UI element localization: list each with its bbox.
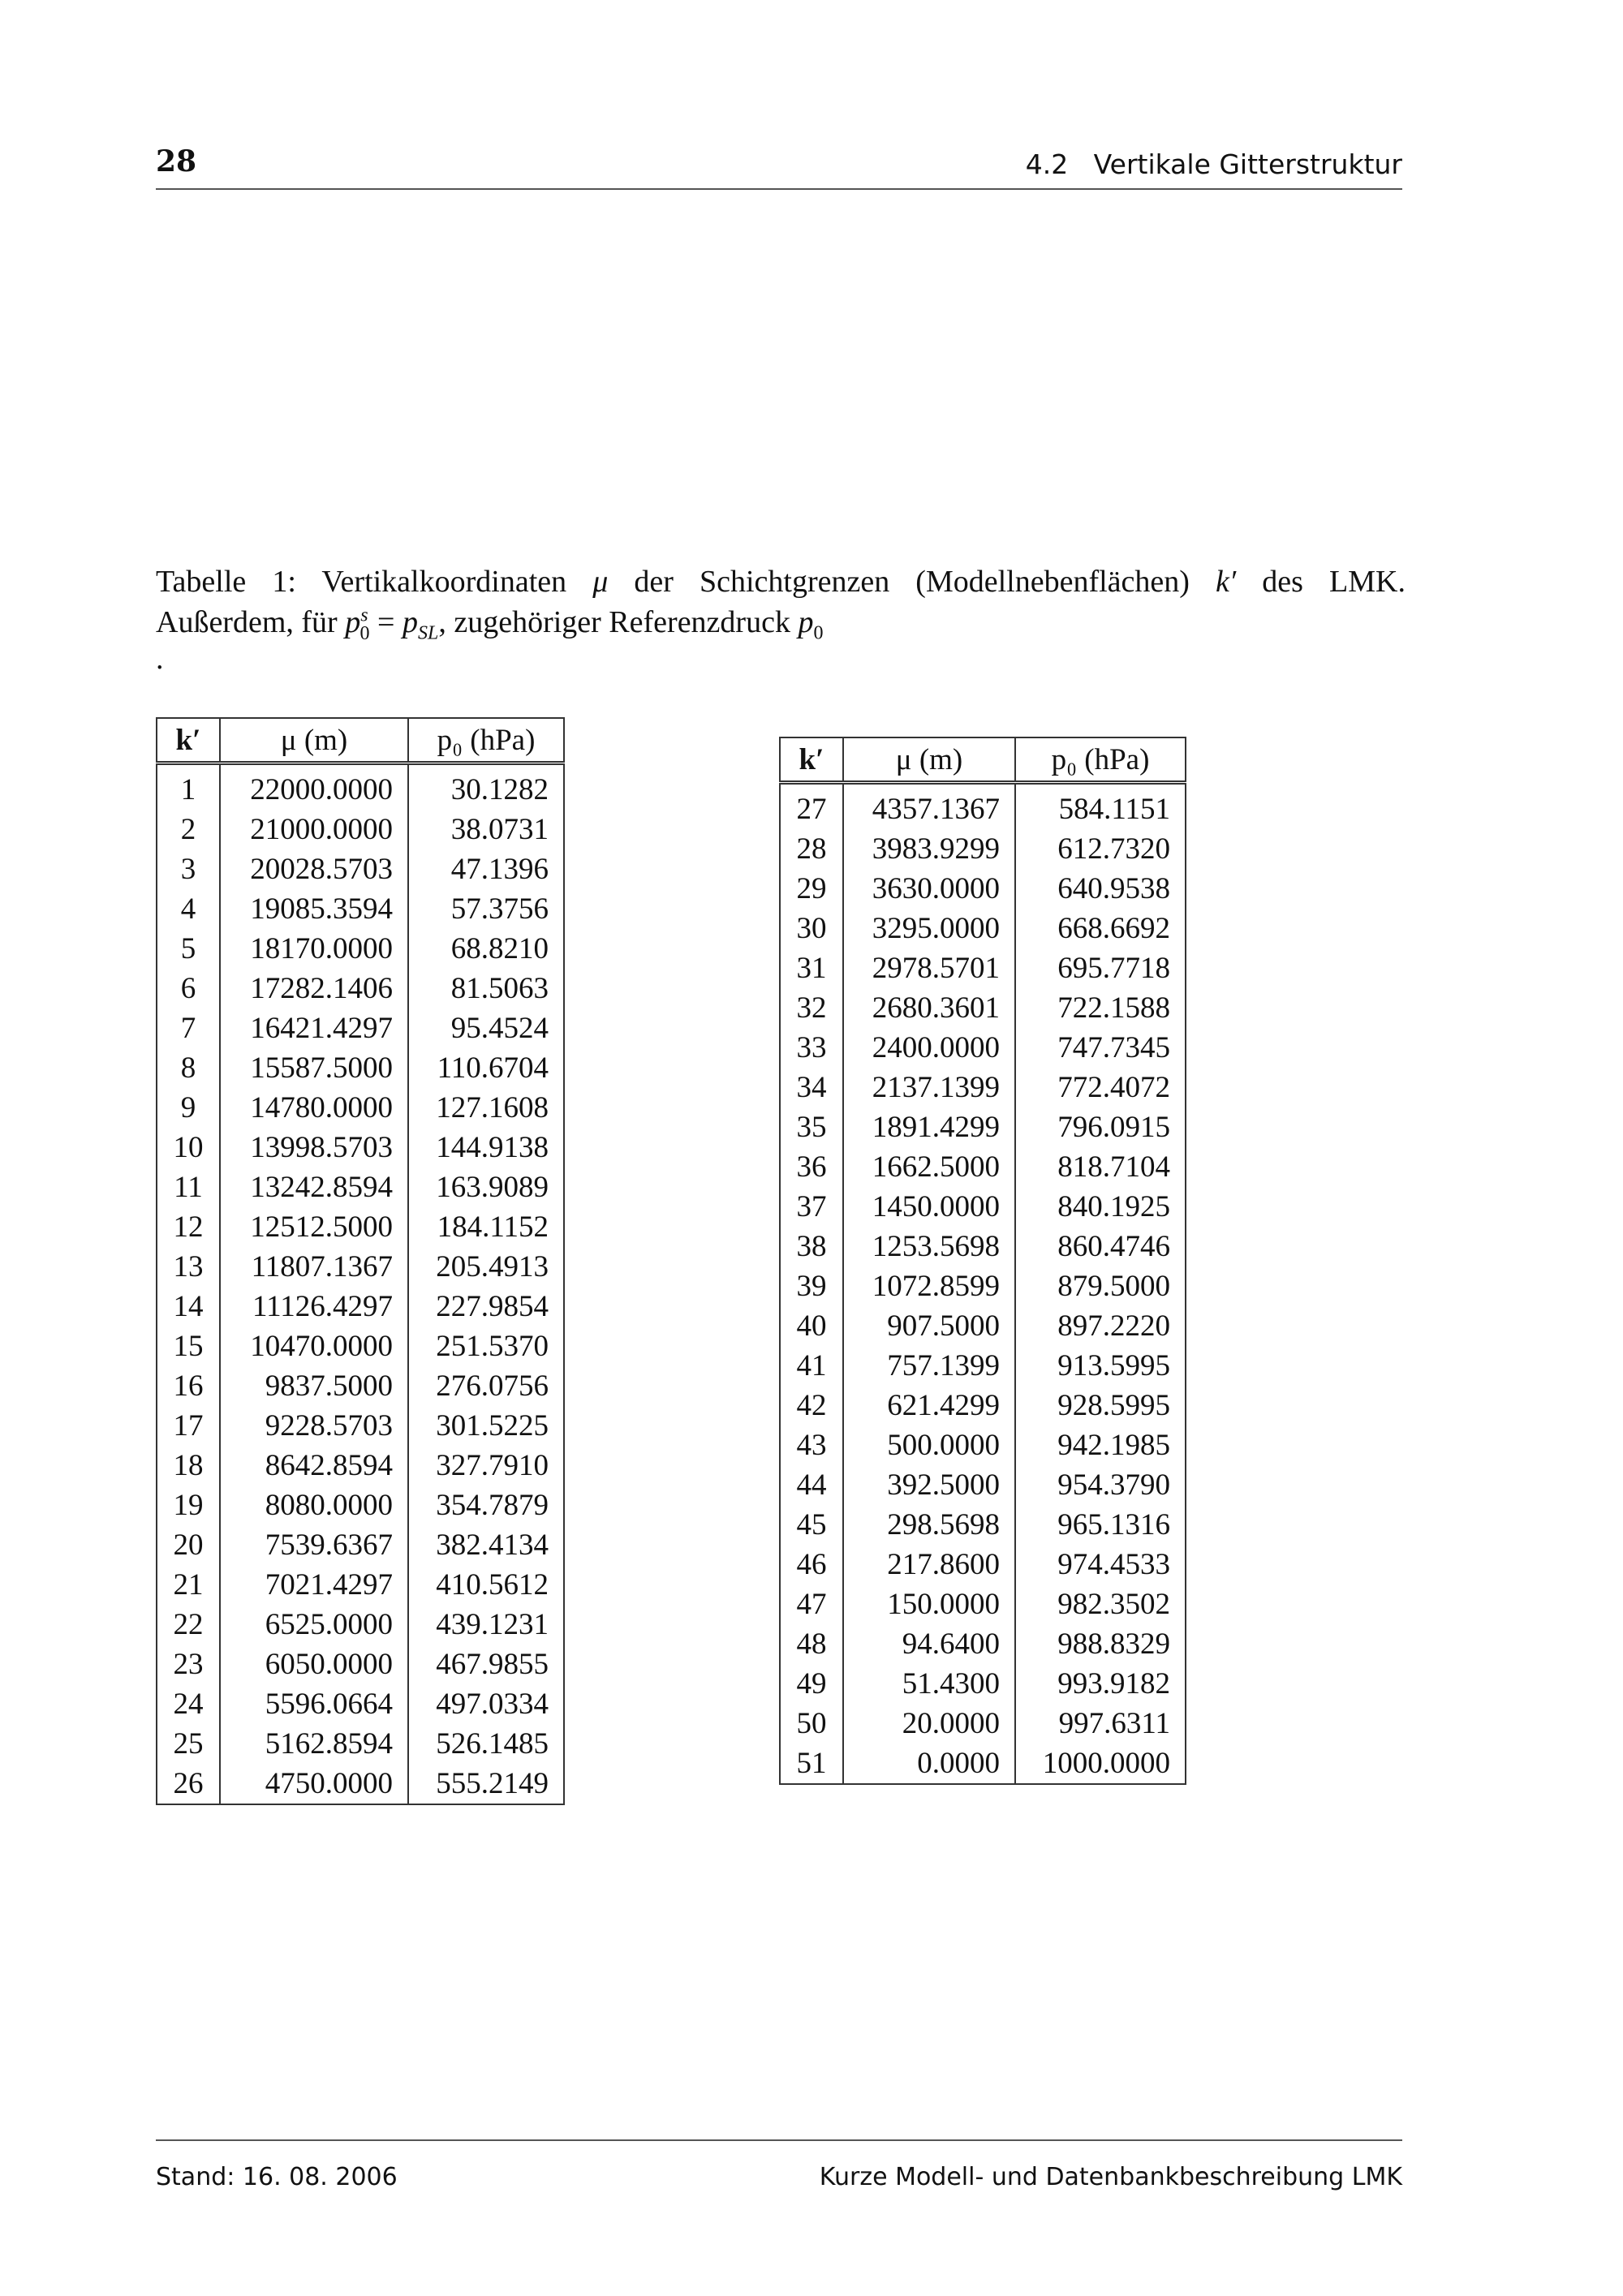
p0-value: 354.7879 [408, 1486, 564, 1525]
p0-value: 612.7320 [1015, 829, 1186, 869]
p0-value: 965.1316 [1015, 1505, 1186, 1545]
mu-value: 2680.3601 [843, 988, 1015, 1028]
p0-value: 982.3502 [1015, 1584, 1186, 1624]
p0-value: 928.5995 [1015, 1386, 1186, 1425]
mu-value: 21000.0000 [220, 810, 408, 849]
p0-value: 942.1985 [1015, 1425, 1186, 1465]
table-row [157, 1207, 564, 1247]
mu-value: 907.5000 [843, 1306, 1015, 1346]
p0-value: 993.9182 [1015, 1664, 1186, 1704]
mu-value: 3630.0000 [843, 869, 1015, 909]
p0-value: 439.1231 [408, 1605, 564, 1645]
level-k: 36 [780, 1147, 843, 1187]
table-row [780, 1545, 1186, 1584]
level-k: 37 [780, 1187, 843, 1227]
mu-value: 51.4300 [843, 1664, 1015, 1704]
level-k: 41 [780, 1346, 843, 1386]
p0-value: 30.1282 [408, 763, 564, 810]
p0-value: 860.4746 [1015, 1227, 1186, 1266]
p0-value: 227.9854 [408, 1287, 564, 1326]
table-row [780, 1584, 1186, 1624]
level-k: 12 [157, 1207, 220, 1247]
mu-value: 5162.8594 [220, 1724, 408, 1764]
table-row [780, 1704, 1186, 1743]
coordinates-table-right [779, 737, 1186, 1785]
table-row [157, 1724, 564, 1764]
mu-value: 11807.1367 [220, 1247, 408, 1287]
level-k: 9 [157, 1088, 220, 1128]
table-row [157, 1366, 564, 1406]
level-k: 46 [780, 1545, 843, 1584]
table-row [157, 1247, 564, 1287]
p0-value: 47.1396 [408, 849, 564, 889]
table-row [157, 1128, 564, 1167]
mu-value: 2400.0000 [843, 1028, 1015, 1068]
table-row [157, 1048, 564, 1088]
table-row [780, 1346, 1186, 1386]
coordinates-table-left [156, 717, 565, 1805]
footer-date: Stand: 16. 08. 2006 [156, 2163, 398, 2191]
level-k: 3 [157, 849, 220, 889]
p0-value: 81.5063 [408, 969, 564, 1008]
mu-value: 7539.6367 [220, 1525, 408, 1565]
mu-value: 217.8600 [843, 1545, 1015, 1584]
level-k: 25 [157, 1724, 220, 1764]
mu-value: 2137.1399 [843, 1068, 1015, 1107]
table-row [157, 810, 564, 849]
level-k: 1 [157, 763, 220, 810]
level-k: 15 [157, 1326, 220, 1366]
table-row [780, 988, 1186, 1028]
level-k: 33 [780, 1028, 843, 1068]
table-row [157, 929, 564, 969]
caption-dot: . [156, 642, 164, 676]
p0-value: 913.5995 [1015, 1346, 1186, 1386]
p0-value: 772.4072 [1015, 1068, 1186, 1107]
table-row [780, 1624, 1186, 1664]
level-k: 14 [157, 1287, 220, 1326]
level-k: 22 [157, 1605, 220, 1645]
mu-value: 15587.5000 [220, 1048, 408, 1088]
table-row [780, 1386, 1186, 1425]
table-row [157, 1764, 564, 1804]
mu-value: 3983.9299 [843, 829, 1015, 869]
mu-value: 19085.3594 [220, 889, 408, 929]
table-row [157, 1326, 564, 1366]
level-k: 27 [780, 783, 843, 830]
table-row [157, 1525, 564, 1565]
mu-value: 9228.5703 [220, 1406, 408, 1446]
table-row [780, 829, 1186, 869]
level-k: 51 [780, 1743, 843, 1784]
p0-value: 997.6311 [1015, 1704, 1186, 1743]
mu-value: 3295.0000 [843, 909, 1015, 948]
table-row [157, 1008, 564, 1048]
p0-value: 954.3790 [1015, 1465, 1186, 1505]
level-k: 50 [780, 1704, 843, 1743]
table-row [157, 1684, 564, 1724]
table-row [780, 1266, 1186, 1306]
mu-value: 8642.8594 [220, 1446, 408, 1486]
p0-value: 205.4913 [408, 1247, 564, 1287]
p0-value: 988.8329 [1015, 1624, 1186, 1664]
table-row [157, 763, 564, 810]
header-rule [156, 188, 1402, 190]
p0-value: 497.0334 [408, 1684, 564, 1724]
mu-value: 12512.5000 [220, 1207, 408, 1247]
level-k: 20 [157, 1525, 220, 1565]
mu-value: 4357.1367 [843, 783, 1015, 830]
mu-value: 20028.5703 [220, 849, 408, 889]
table-row [780, 869, 1186, 909]
table-row [780, 1465, 1186, 1505]
p0-value: 796.0915 [1015, 1107, 1186, 1147]
mu-value: 1662.5000 [843, 1147, 1015, 1187]
p0-value: 251.5370 [408, 1326, 564, 1366]
level-k: 18 [157, 1446, 220, 1486]
level-k: 28 [780, 829, 843, 869]
table-row [780, 783, 1186, 830]
footer-rule [156, 2139, 1402, 2141]
mu-value: 18170.0000 [220, 929, 408, 969]
p0-value: 163.9089 [408, 1167, 564, 1207]
p0-value: 974.4533 [1015, 1545, 1186, 1584]
table-row [157, 1605, 564, 1645]
p0-value: 695.7718 [1015, 948, 1186, 988]
level-k: 30 [780, 909, 843, 948]
p0-value: 301.5225 [408, 1406, 564, 1446]
p0-value: 127.1608 [408, 1088, 564, 1128]
p0-value: 327.7910 [408, 1446, 564, 1486]
level-k: 43 [780, 1425, 843, 1465]
table-row [157, 1486, 564, 1525]
table-row [780, 1107, 1186, 1147]
p0-value: 668.6692 [1015, 909, 1186, 948]
p0-value: 555.2149 [408, 1764, 564, 1804]
level-k: 8 [157, 1048, 220, 1088]
table-row [157, 889, 564, 929]
level-k: 24 [157, 1684, 220, 1724]
mu-value: 621.4299 [843, 1386, 1015, 1425]
level-k: 17 [157, 1406, 220, 1446]
table-row [780, 1187, 1186, 1227]
level-k: 47 [780, 1584, 843, 1624]
p0-value: 382.4134 [408, 1525, 564, 1565]
table-row [780, 1664, 1186, 1704]
mu-value: 1450.0000 [843, 1187, 1015, 1227]
mu-value: 14780.0000 [220, 1088, 408, 1128]
mu-value: 10470.0000 [220, 1326, 408, 1366]
mu-value: 22000.0000 [220, 763, 408, 810]
level-k: 26 [157, 1764, 220, 1804]
mu-value: 6050.0000 [220, 1645, 408, 1684]
header-p0: p₀ (hPa) [1015, 737, 1186, 783]
table-row [157, 1406, 564, 1446]
mu-value: 7021.4297 [220, 1565, 408, 1605]
p0-value: 144.9138 [408, 1128, 564, 1167]
p0-value: 276.0756 [408, 1366, 564, 1406]
table-row [780, 1068, 1186, 1107]
table-row [157, 1565, 564, 1605]
mu-value: 2978.5701 [843, 948, 1015, 988]
table-row [780, 1028, 1186, 1068]
footer-title: Kurze Modell- und Datenbankbeschreibung LMK [819, 2163, 1402, 2191]
level-k: 45 [780, 1505, 843, 1545]
level-k: 13 [157, 1247, 220, 1287]
p0-value: 840.1925 [1015, 1187, 1186, 1227]
p0-value: 818.7104 [1015, 1147, 1186, 1187]
p0-value: 1000.0000 [1015, 1743, 1186, 1784]
level-k: 31 [780, 948, 843, 988]
header-mu: μ (m) [843, 737, 1015, 783]
level-k: 6 [157, 969, 220, 1008]
level-k: 10 [157, 1128, 220, 1167]
mu-value: 4750.0000 [220, 1764, 408, 1804]
level-k: 48 [780, 1624, 843, 1664]
p0-value: 747.7345 [1015, 1028, 1186, 1068]
level-k: 29 [780, 869, 843, 909]
p0-value: 879.5000 [1015, 1266, 1186, 1306]
page-number: 28 [156, 144, 197, 178]
table-row [780, 1743, 1186, 1784]
header-mu: μ (m) [220, 718, 408, 763]
mu-value: 11126.4297 [220, 1287, 408, 1326]
level-k: 39 [780, 1266, 843, 1306]
mu-value: 1253.5698 [843, 1227, 1015, 1266]
table-row [780, 1306, 1186, 1346]
mu-value: 13998.5703 [220, 1128, 408, 1167]
mu-value: 13242.8594 [220, 1167, 408, 1207]
p0-value: 68.8210 [408, 929, 564, 969]
level-k: 11 [157, 1167, 220, 1207]
p0-value: 184.1152 [408, 1207, 564, 1247]
table-row [780, 1505, 1186, 1545]
level-k: 32 [780, 988, 843, 1028]
p0-value: 38.0731 [408, 810, 564, 849]
level-k: 7 [157, 1008, 220, 1048]
table-row [157, 1088, 564, 1128]
level-k: 23 [157, 1645, 220, 1684]
level-k: 16 [157, 1366, 220, 1406]
mu-value: 298.5698 [843, 1505, 1015, 1545]
mu-value: 0.0000 [843, 1743, 1015, 1784]
running-header: 4.2 Vertikale Gitterstruktur [1025, 148, 1402, 180]
mu-value: 94.6400 [843, 1624, 1015, 1664]
p0-value: 584.1151 [1015, 783, 1186, 830]
mu-value: 757.1399 [843, 1346, 1015, 1386]
header-k: k′ [157, 718, 220, 763]
table-row [157, 1645, 564, 1684]
table-row [780, 1147, 1186, 1187]
table-row [157, 1446, 564, 1486]
caption-line-1: Tabelle 1: Vertikalkoordinaten μ der Schichtgrenzen (Modellnebenflächen) k′ des LMK. [156, 565, 1406, 599]
p0-value: 722.1588 [1015, 988, 1186, 1028]
p0-value: 467.9855 [408, 1645, 564, 1684]
mu-value: 5596.0664 [220, 1684, 408, 1724]
mu-value: 1891.4299 [843, 1107, 1015, 1147]
header-k: k′ [780, 737, 843, 783]
table-row [157, 1167, 564, 1207]
mu-value: 20.0000 [843, 1704, 1015, 1743]
p0-value: 526.1485 [408, 1724, 564, 1764]
level-k: 21 [157, 1565, 220, 1605]
table-row [780, 1227, 1186, 1266]
p0-value: 57.3756 [408, 889, 564, 929]
mu-value: 150.0000 [843, 1584, 1015, 1624]
mu-value: 500.0000 [843, 1425, 1015, 1465]
table-row [157, 849, 564, 889]
level-k: 19 [157, 1486, 220, 1525]
p0-value: 410.5612 [408, 1565, 564, 1605]
table-row [780, 909, 1186, 948]
table-row [780, 948, 1186, 988]
p0-value: 95.4524 [408, 1008, 564, 1048]
p0-value: 897.2220 [1015, 1306, 1186, 1346]
level-k: 49 [780, 1664, 843, 1704]
caption-line-2: Außerdem, für $p^s_0 = p_{SL}$, zugehöriger Referenzdruck $p_0$ [156, 604, 824, 644]
level-k: 38 [780, 1227, 843, 1266]
mu-value: 16421.4297 [220, 1008, 408, 1048]
level-k: 2 [157, 810, 220, 849]
level-k: 42 [780, 1386, 843, 1425]
level-k: 34 [780, 1068, 843, 1107]
table-row [157, 969, 564, 1008]
level-k: 35 [780, 1107, 843, 1147]
mu-value: 1072.8599 [843, 1266, 1015, 1306]
level-k: 5 [157, 929, 220, 969]
mu-value: 9837.5000 [220, 1366, 408, 1406]
mu-value: 6525.0000 [220, 1605, 408, 1645]
table-row [157, 1287, 564, 1326]
mu-value: 8080.0000 [220, 1486, 408, 1525]
mu-value: 17282.1406 [220, 969, 408, 1008]
header-p0: p₀ (hPa) [408, 718, 564, 763]
level-k: 44 [780, 1465, 843, 1505]
level-k: 40 [780, 1306, 843, 1346]
table-caption [156, 561, 1406, 675]
table-row [780, 1425, 1186, 1465]
p0-value: 110.6704 [408, 1048, 564, 1088]
p0-value: 640.9538 [1015, 869, 1186, 909]
level-k: 4 [157, 889, 220, 929]
mu-value: 392.5000 [843, 1465, 1015, 1505]
